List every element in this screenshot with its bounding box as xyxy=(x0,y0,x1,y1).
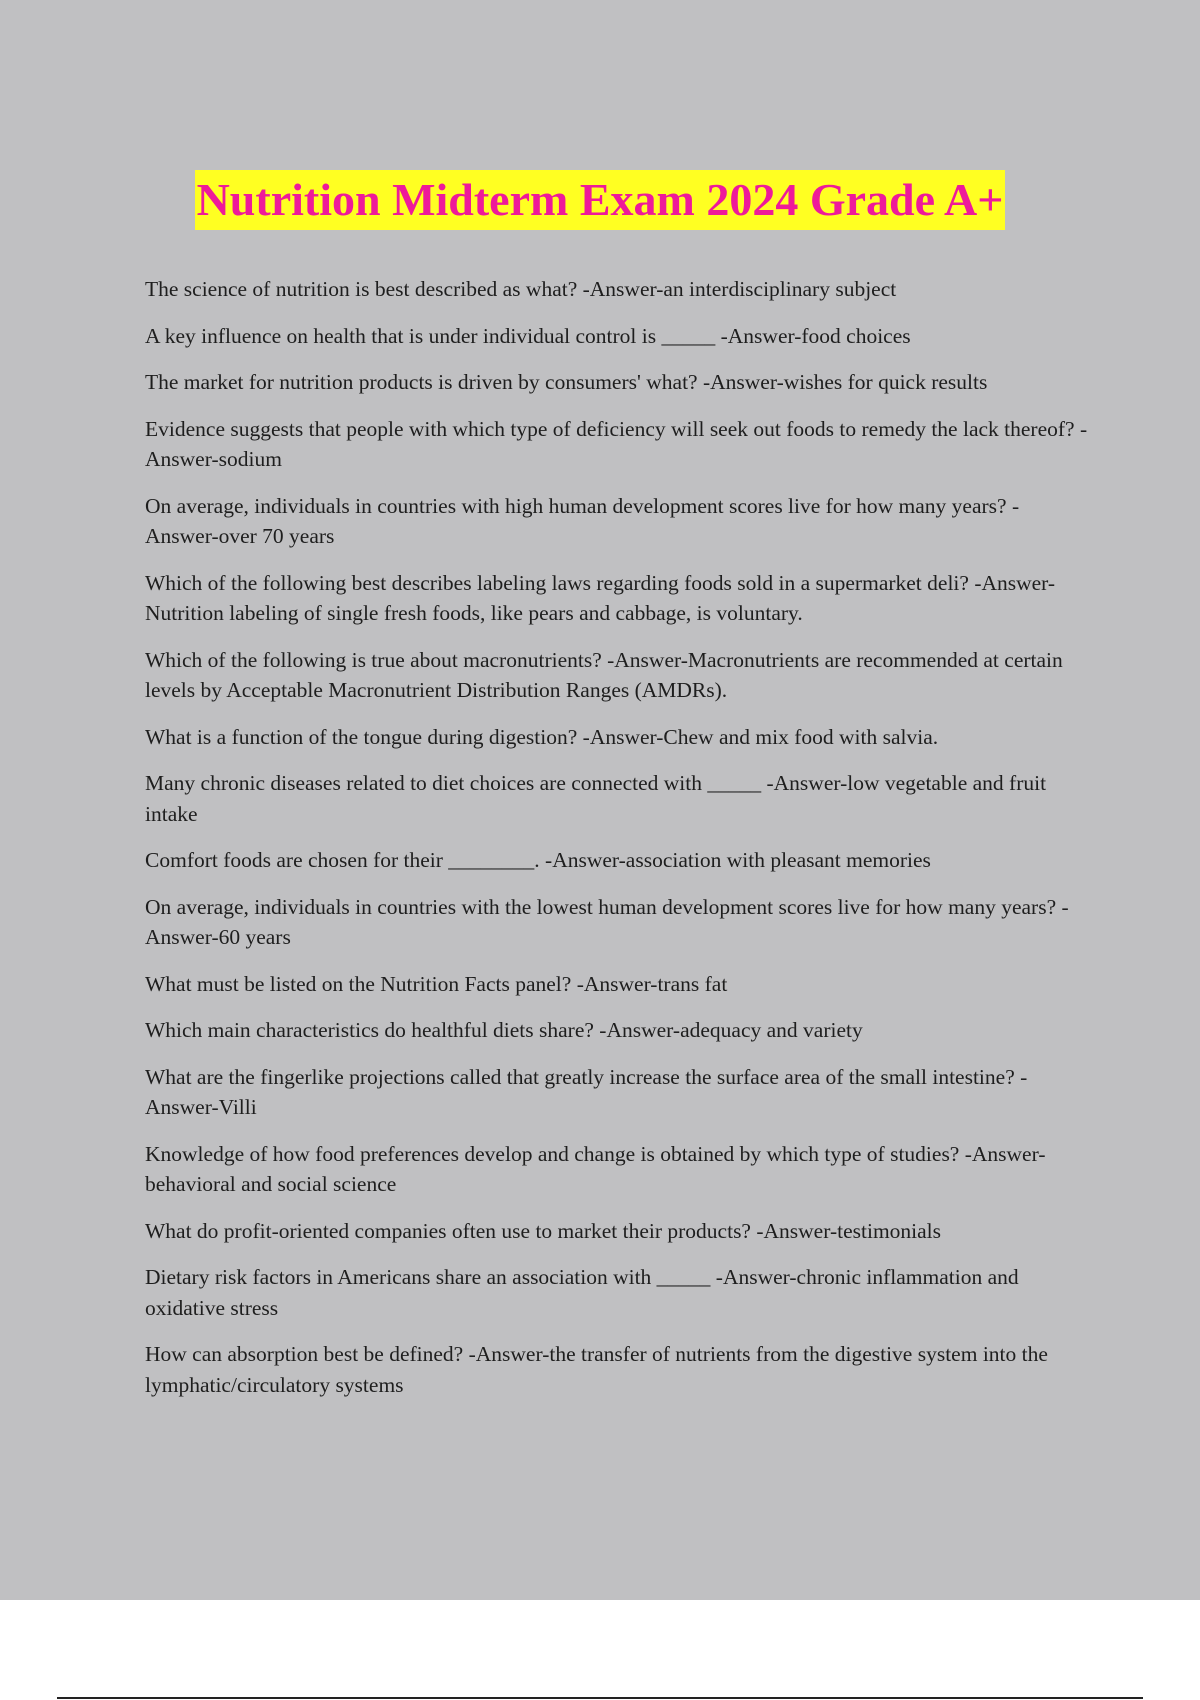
qa-item: Which of the following best describes labeling laws regarding foods sold in a supermarket deli? -Answer-Nutrition labeling of single fresh foods, like pears and cabbage, is voluntary. xyxy=(145,570,1056,625)
qa-item: Evidence suggests that people with which type of deficiency will seek out foods to remedy the lack thereof? -Answer-sodium xyxy=(145,416,1088,471)
qa-item: The market for nutrition products is driven by consumers' what? -Answer-wishes for quick results xyxy=(145,370,988,394)
qa-item: What must be listed on the Nutrition Facts panel? -Answer-trans fat xyxy=(145,971,728,996)
question-answer-list xyxy=(145,274,1090,1416)
qa-item: How can absorption best be defined? -Answer-the transfer of nutrients from the digestive system into the lymphatic/circulatory systems xyxy=(145,1342,1048,1397)
qa-item: The science of nutrition is best described as what? -Answer-an interdisciplinary subject xyxy=(145,277,897,301)
qa-item: Comfort foods are chosen for their ________. -Answer-association with pleasant memories xyxy=(145,848,931,872)
qa-item: On average, individuals in countries with high human development scores live for how many years? -Answer-over 70 years xyxy=(145,493,1020,548)
document-title: Nutrition Midterm Exam 2024 Grade A+ xyxy=(195,170,1006,230)
qa-item: What is a function of the tongue during digestion? -Answer-Chew and mix food with salvia. xyxy=(145,724,939,749)
qa-item: Which main characteristics do healthful diets share? -Answer-adequacy and variety xyxy=(145,1018,863,1042)
qa-item: What are the fingerlike projections called that greatly increase the surface area of the small intestine? -Answer-Villi xyxy=(145,1064,1028,1119)
title-container xyxy=(0,170,1200,230)
qa-item: Which of the following is true about macronutrients? -Answer-Macronutrients are recommended at certain levels by Acceptable Macronutrient Distribution Ranges (AMDRs). xyxy=(145,647,1063,702)
qa-item: A key influence on health that is under individual control is _____ -Answer-food choices xyxy=(145,323,911,348)
qa-item: Dietary risk factors in Americans share an association with _____ -Answer-chronic inflammation and oxidative stress xyxy=(145,1265,1019,1320)
qa-item: Knowledge of how food preferences develop and change is obtained by which type of studies? -Answer-behavioral and social science xyxy=(145,1141,1046,1196)
footer-divider xyxy=(57,1697,1143,1699)
qa-item: On average, individuals in countries with the lowest human development scores live for how many years? -Answer-60 years xyxy=(145,894,1069,949)
qa-item: Many chronic diseases related to diet choices are connected with _____ -Answer-low vegetable and fruit intake xyxy=(145,771,1047,826)
qa-item: What do profit-oriented companies often use to market their products? -Answer-testimonials xyxy=(145,1218,942,1243)
